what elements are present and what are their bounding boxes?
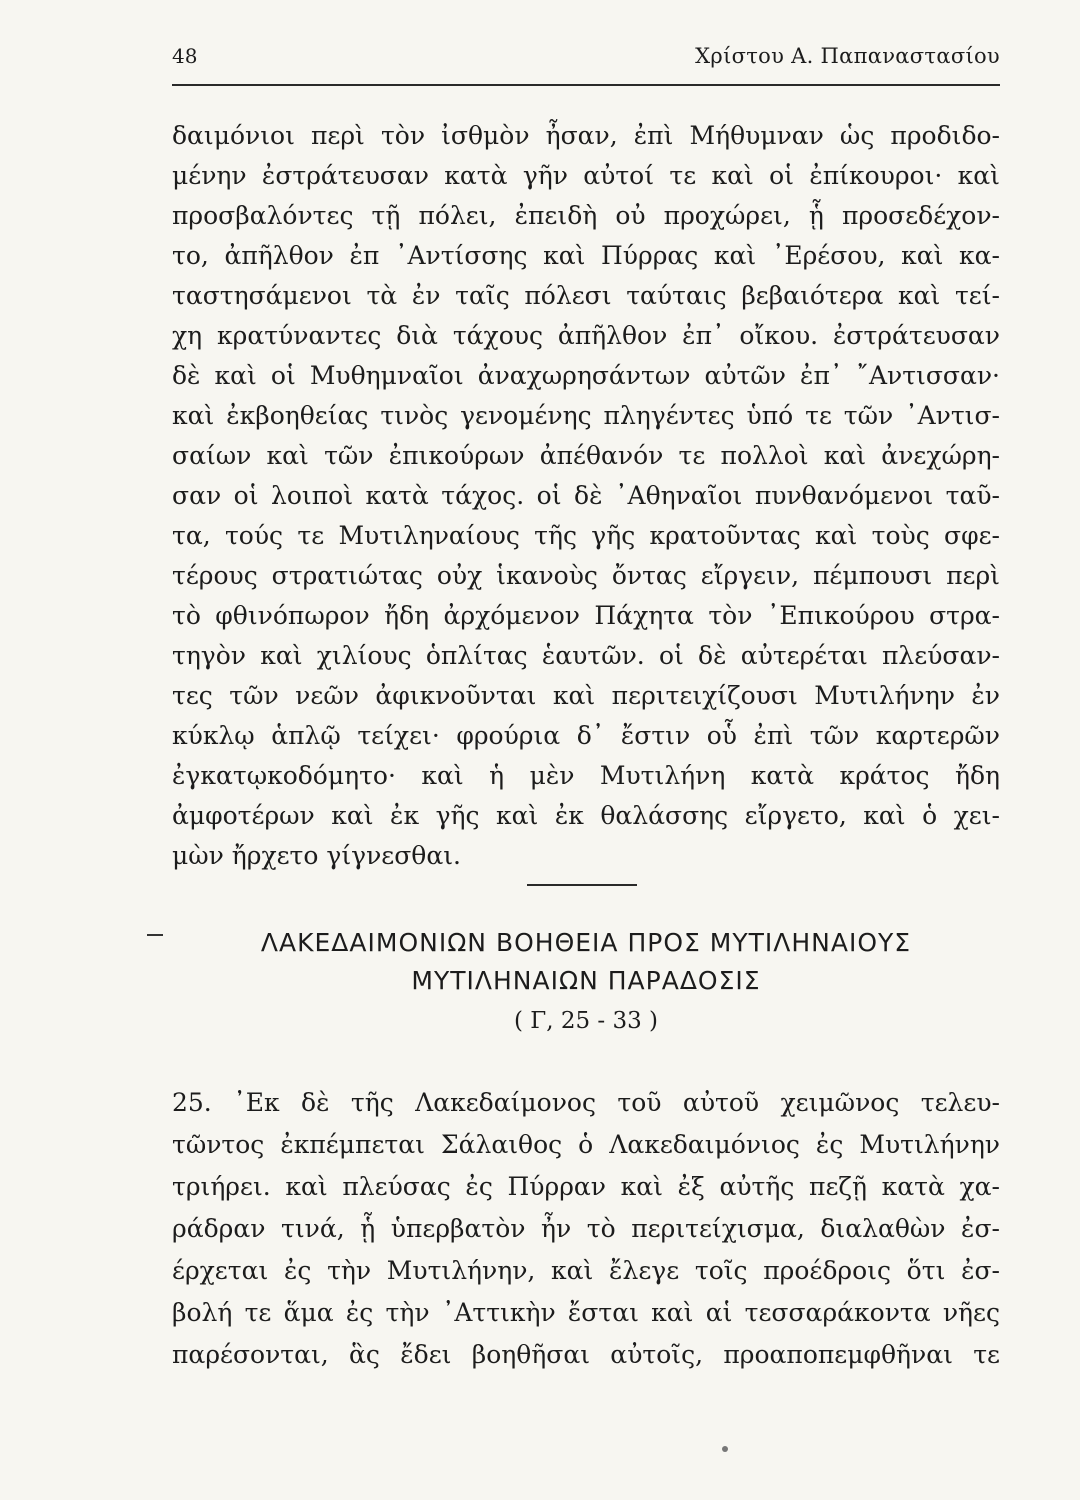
body-line: δαιμόνιοι περὶ τὸν ἰσθμὸν ἦσαν, ἐπὶ Μήθυμναν ὡς προδιδο- xyxy=(172,121,1000,150)
body-line: καὶ ἐκβοηθείας τινὸς γενομένης πληγέντες ὑπό τε τῶν ᾽Αντισ- xyxy=(172,401,1000,430)
body-line: δὲ καὶ οἱ Μυθημναῖοι ἀναχωρησάντων αὐτῶν ἐπ᾽ ῎Αντισσαν· xyxy=(172,361,1000,390)
section-heading-line1: ΛΑΚΕΔΑΙΜΟΝΙΩΝ ΒΟΗΘΕΙΑ ΠΡΟΣ ΜΥΤΙΛΗΝΑΙΟΥΣ xyxy=(260,928,912,957)
ink-speck xyxy=(722,1446,728,1452)
chapter-line: ράδραν τινά, ᾗ ὑπερβατὸν ἦν τὸ περιτείχισμα, διαλαθὼν ἐσ- xyxy=(172,1214,1000,1243)
running-head: Χρίστου Α. Παπαναστασίου xyxy=(695,44,1000,68)
chapter-line: τριήρει. καὶ πλεύσας ἐς Πύρραν καὶ ἐξ αὐτῆς πεζῇ κατὰ χα- xyxy=(172,1172,1000,1201)
body-line: κύκλῳ ἁπλῷ τείχει· φρούρια δ᾽ ἔστιν οὗ ἐπὶ τῶν καρτερῶν xyxy=(172,721,1000,750)
body-line: τηγὸν καὶ χιλίους ὁπλίτας ἑαυτῶν. οἱ δὲ αὐτερέται πλεύσαν- xyxy=(172,641,1000,670)
body-line: το, ἀπῆλθον ἐπ ᾽Αντίσσης καὶ Πύρρας καὶ ᾽Ερέσου, καὶ κα- xyxy=(172,241,1000,270)
body-line: χη κρατύναντες διὰ τάχους ἀπῆλθον ἐπ᾽ οἴκου. ἐστράτευσαν xyxy=(172,321,1000,350)
body-line: ἀμφοτέρων καὶ ἐκ γῆς καὶ ἐκ θαλάσσης εἴργετο, καὶ ὁ χει- xyxy=(172,801,1000,830)
body-line: προσβαλόντες τῇ πόλει, ἐπειδὴ οὐ προχώρει, ᾗ προσεδέχον- xyxy=(172,201,1000,230)
margin-mark xyxy=(147,934,163,936)
chapter-line: τῶντος ἐκπέμπεται Σάλαιθος ὁ Λακεδαιμόνιος ἐς Μυτιλήνην xyxy=(172,1130,1000,1159)
chapter-line: παρέσονται, ἃς ἔδει βοηθῆσαι αὐτοῖς, προαποπεμφθῆναι τε xyxy=(172,1340,1000,1369)
chapter-line: 25. ᾽Εκ δὲ τῆς Λακεδαίμονος τοῦ αὐτοῦ χειμῶνος τελευ- xyxy=(172,1088,1000,1117)
section-heading-line2: ΜΥΤΙΛΗΝΑΙΩΝ ΠΑΡΑΔΟΣΙΣ xyxy=(411,966,761,995)
body-line: τὸ φθινόπωρον ἤδη ἀρχόμενον Πάχητα τὸν ᾽Επικούρου στρα- xyxy=(172,601,1000,630)
body-line: ἐγκατῳκοδόμητο· καὶ ἡ μὲν Μυτιλήνη κατὰ κράτος ἤδη xyxy=(172,761,1000,790)
section-reference: ( Γ, 25 - 33 ) xyxy=(513,1008,659,1034)
body-line: τα, τούς τε Μυτιληναίους τῆς γῆς κρατοῦντας καὶ τοὺς σφε- xyxy=(172,521,1000,550)
body-line-last: μὼν ἤρχετο γίγνεσθαι. xyxy=(172,841,461,870)
body-line: σαίων καὶ τῶν ἐπικούρων ἀπέθανόν τε πολλοὶ καὶ ἀνεχώρη- xyxy=(172,441,1000,470)
chapter-line: έρχεται ἐς τὴν Μυτιλήνην, καὶ ἔλεγε τοῖς προέδροις ὅτι ἐσ- xyxy=(172,1256,1000,1285)
chapter-line: βολή τε ἅμα ἐς τὴν ᾽Αττικὴν ἔσται καὶ αἱ τεσσαράκοντα νῆες xyxy=(172,1298,1000,1327)
body-line: τέρους στρατιώτας οὐχ ἱκανοὺς ὄντας εἴργειν, πέμπουσι περὶ xyxy=(172,561,1000,590)
page-header xyxy=(172,44,1000,78)
section-divider xyxy=(527,884,637,886)
page-number: 48 xyxy=(172,44,198,68)
header-rule xyxy=(172,84,1000,86)
body-line: ταστησάμενοι τὰ ἐν ταῖς πόλεσι ταύταις βεβαιότερα καὶ τεί- xyxy=(172,281,1000,310)
body-line: μένην ἐστράτευσαν κατὰ γῆν αὐτοί τε καὶ οἱ ἐπίκουροι· καὶ xyxy=(172,161,1000,190)
body-line: σαν οἱ λοιποὶ κατὰ τάχος. οἱ δὲ ᾽Αθηναῖοι πυνθανόμενοι ταῦ- xyxy=(172,481,1000,510)
body-line: τες τῶν νεῶν ἀφικνοῦνται καὶ περιτειχίζουσι Μυτιλήνην ἐν xyxy=(172,681,1000,710)
